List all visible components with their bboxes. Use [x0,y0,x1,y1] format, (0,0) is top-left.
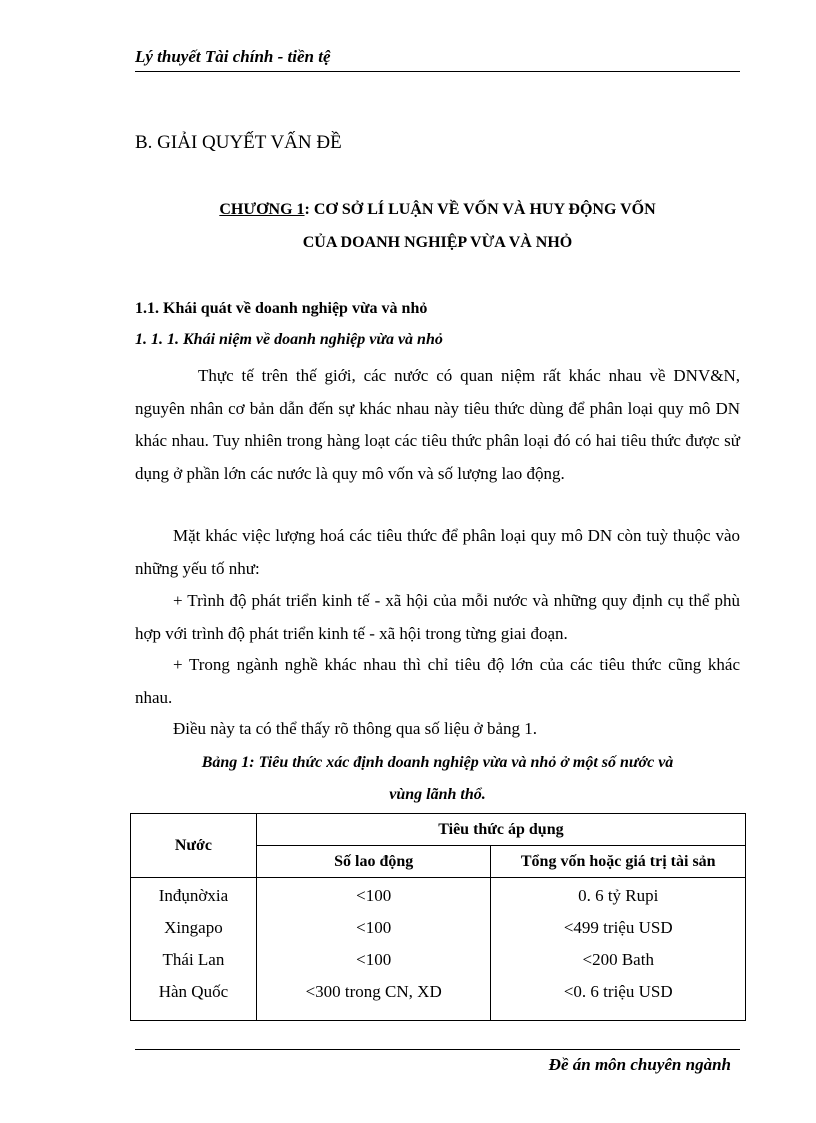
header-criteria: Tiêu thức áp dụng [256,814,745,846]
cell-labor: <100 [256,944,491,976]
chapter-label: CHƯƠNG 1 [219,201,305,218]
cell-labor: <300 trong CN, XD [256,976,491,1021]
cell-capital: <0. 6 triệu USD [491,976,746,1021]
table-row [131,944,746,976]
header-labor: Số lao động [256,846,491,878]
table-row [131,878,746,913]
paragraph: Mặt khác việc lượng hoá các tiêu thức để phân loại quy mô DN còn tuỳ thuộc vào những yếu tố như: [135,526,740,578]
chapter-title-rest: : CƠ SỞ LÍ LUẬN VỀ VỐN VÀ HUY ĐỘNG VỐN [304,201,656,218]
footer-title: Đề án môn chuyên ngành [548,1055,731,1074]
header-country: Nước [131,814,257,878]
chapter-title-line-2: CỦA DOANH NGHIỆP VỪA VÀ NHỎ [302,234,573,251]
criteria-table [130,813,746,1021]
section-title: B. GIẢI QUYẾT VẤN ĐỀ [135,132,342,153]
cell-capital: <499 triệu USD [491,912,746,944]
cell-labor: <100 [256,878,491,913]
table-caption [135,747,740,811]
cell-labor: <100 [256,912,491,944]
cell-country: Hàn Quốc [131,976,257,1021]
paragraph: Điều này ta có thể thấy rõ thông qua số liệu ở bảng 1. [173,719,538,738]
footer-divider [135,1049,740,1050]
table-row [131,976,746,1021]
header-capital: Tổng vốn hoặc giá trị tài sản [491,846,746,878]
table-caption-line-1: Bảng 1: Tiêu thức xác định doanh nghiệp vừa và nhỏ ở một số nước và [201,754,674,771]
table-row [131,912,746,944]
paragraph: + Trong ngành nghề khác nhau thì chỉ tiêu độ lớn của các tiêu thức cũng khác nhau. [135,655,740,707]
cell-country: Thái Lan [131,944,257,976]
cell-capital: <200 Bath [491,944,746,976]
heading-1-1: 1.1. Khái quát về doanh nghiệp vừa và nhỏ [135,300,428,317]
paragraph: + Trình độ phát triển kinh tế - xã hội của mỗi nước và những quy định cụ thể phù hợp với trình độ phát triển kinh tế - xã hội trong từng giai đoạn. [135,591,740,643]
heading-1-1-1: 1. 1. 1. Khái niệm về doanh nghiệp vừa và nhỏ [135,331,443,348]
header-title: Lý thuyết Tài chính - tiền tệ [135,47,331,66]
chapter-title-line-1 [135,201,740,219]
cell-country: Inđụnờxia [131,878,257,913]
header-divider [135,71,740,72]
paragraph: Thực tế trên thế giới, các nước có quan niệm rất khác nhau về DNV&N, nguyên nhân cơ bản dẫn đến sự khác nhau này tiêu thức dùng để phân loại quy mô DN khác nhau. Tuy nhiên trong hàng loạt các tiêu thức phân loại đó có hai tiêu thức được sử dụng ở phần lớn các nước là quy mô vốn và số lượng lao động. [135,366,740,483]
table-caption-line-2: vùng lãnh thổ. [389,786,486,803]
cell-country: Xingapo [131,912,257,944]
cell-capital: 0. 6 tỷ Rupi [491,878,746,913]
